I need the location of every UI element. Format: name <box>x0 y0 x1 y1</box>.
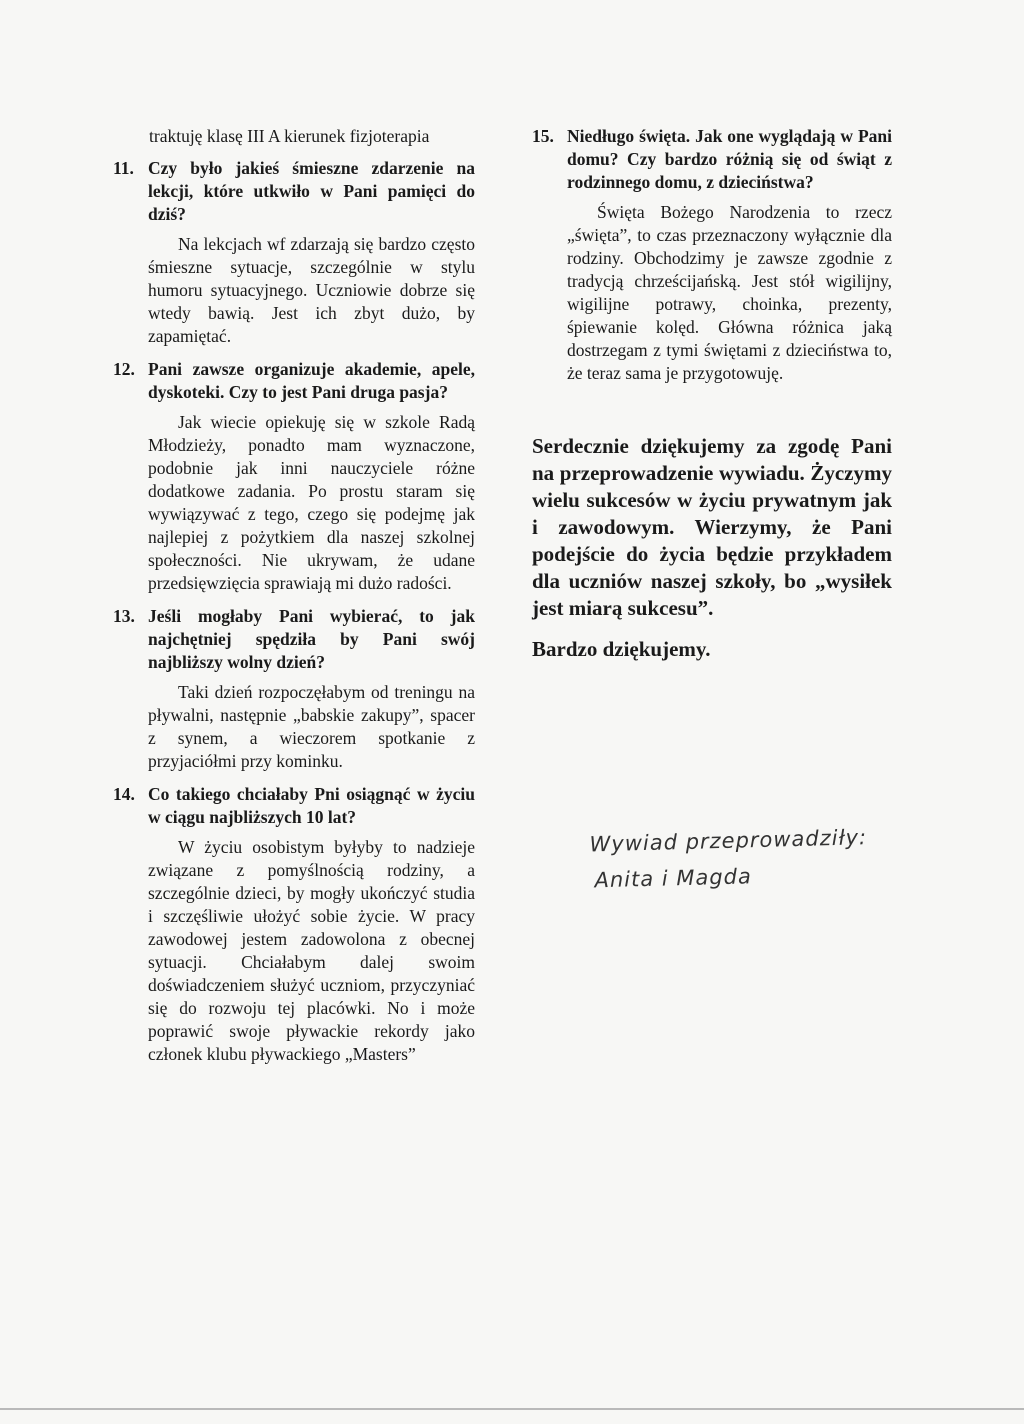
question-number: 14. <box>113 784 135 804</box>
scan-edge-line <box>0 1408 1024 1410</box>
question-text: Pani zawsze organizuje akademie, apele, dyskoteki. Czy to jest Pani druga pasja? <box>148 359 475 402</box>
question-number: 11. <box>113 158 134 178</box>
thanks-line: Bardzo dziękujemy. <box>532 637 711 661</box>
right-column <box>532 125 892 663</box>
question-block-11 <box>113 157 475 348</box>
answer-text: Święta Bożego Narodzenia to rzecz „święta”, to czas przeznaczony wyłącznie dla rodziny. Obchodzimy je zawsze zgodnie z tradycją chrześcijańską. Jest stół wigilijny, wigilijne potrawy, choinka, prezenty, śpiewanie kolęd. Główna różnica jaką dostrzegam z tymi świętami z dzieciństwa to, że teraz sama je przygotowuję. <box>567 202 892 383</box>
answer-text: W życiu osobistym byłyby to nadzieje związane z pomyślnością rodziny, a szczególnie dzieci, by mogły ukończyć studia i szczęśliwie ułożyć sobie życie. W pracy zawodowej jestem zadowolona z obecnej sytuacji. Chciałabym dalej swoim doświadczeniem służyć uczniom, przyczyniać się do rozwoju tej placówki. No i może poprawić swoje pływackie rekordy jako członek klubu pływackiego „Masters” <box>148 837 475 1064</box>
question-block-12 <box>113 358 475 595</box>
question-number: 15. <box>532 126 554 146</box>
answer-text: Jak wiecie opiekuję się w szkole Radą Młodzieży, ponadto mam wyznaczone, podobnie jak inni nauczyciele różne dodatkowe zadania. Po prostu staram się wywiązywać z tego, czego się podejmę jak najlepiej z pożytkiem dla naszej szkolnej społeczności. Nie ukrywam, że udane przedsięwzięcia sprawiają mi dużo radości. <box>148 412 475 593</box>
question-block-15 <box>532 125 892 385</box>
closing-message: Serdecznie dziękujemy za zgodę Pani na przeprowadzenie wywiadu. Życzymy wielu sukcesów w życiu prywatnym jak i zawodowym. Wierzymy, że Pani podejście do życia będzie przykładem dla uczniów naszej szkoły, bo „wysiłek jest miarą sukcesu”. <box>532 434 892 620</box>
question-text: Niedługo święta. Jak one wyglądają w Pani domu? Czy bardzo różnią się od świąt z rodzinnego domu, z dzieciństwa? <box>567 126 892 192</box>
question-block-13 <box>113 605 475 773</box>
answer-text: Taki dzień rozpoczęłabym od treningu na pływalni, następnie „babskie zakupy”, spacer z synem, a wieczorem spotkanie z przyjaciółmi przy kominku. <box>148 682 475 771</box>
handwritten-signature <box>589 818 931 899</box>
signature-line-2: Anita i Magda <box>594 864 753 893</box>
question-text: Czy było jakieś śmieszne zdarzenie na lekcji, które utkwiło w Pani pamięci do dziś? <box>148 158 475 224</box>
question-block-14 <box>113 783 475 1066</box>
question-text: Jeśli mogłaby Pani wybierać, to jak najchętniej spędziła by Pani swój najbliższy wolny dzień? <box>148 606 475 672</box>
question-number: 13. <box>113 606 135 626</box>
left-column <box>113 125 475 1066</box>
answer-text: Na lekcjach wf zdarzają się bardzo często śmieszne sytuacje, szczególnie w stylu humoru sytuacyjnego. Uczniowie dobrze się wtedy bawią. Jest ich zbyt dużo, by zapamiętać. <box>148 234 475 346</box>
intro-text: traktuję klasę III A kierunek fizjoterapia <box>149 126 430 146</box>
question-number: 12. <box>113 359 135 379</box>
question-text: Co takiego chciałaby Pni osiągnąć w życiu w ciągu najbliższych 10 lat? <box>148 784 475 827</box>
signature-line-1: Wywiad przeprowadziły: <box>589 825 868 857</box>
